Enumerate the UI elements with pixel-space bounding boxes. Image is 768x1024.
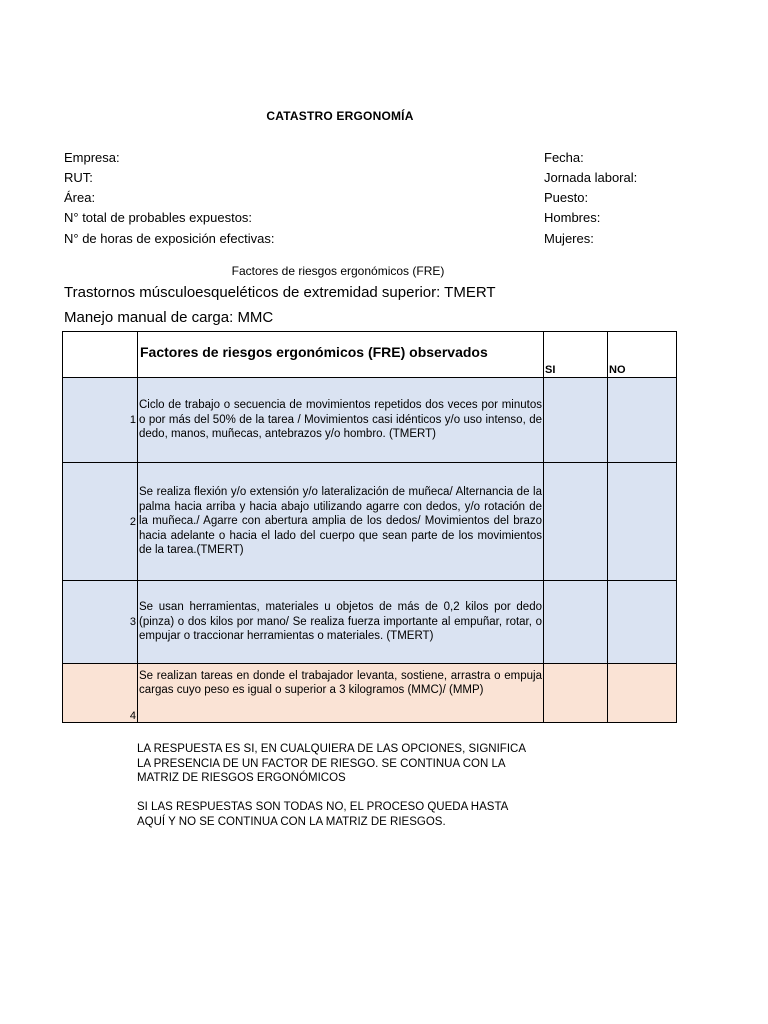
field-mujeres: Mujeres: — [544, 231, 594, 246]
table-row — [63, 581, 677, 664]
row-description: Se realizan tareas en donde el trabajador levanta, sostiene, arrastra o empuja cargas cuyo peso es igual o superior a 3 kilogramos (MMC)/ (MMP) — [138, 664, 544, 723]
subtitle-fre: Factores de riesgos ergonómicos (FRE) — [231, 264, 445, 278]
answer-no-cell[interactable] — [608, 463, 677, 581]
row-description: Ciclo de trabajo o secuencia de movimientos repetidos dos veces por minutos o por más del 50% de la tarea / Movimientos casi idénticos y/o uso intenso, de dedo, manos, muñecas, antebrazos y/o hombro. (TMERT) — [138, 378, 544, 463]
table-row — [63, 378, 677, 463]
header-factor: Factores de riesgos ergonómicos (FRE) observados — [138, 332, 544, 378]
table-header-row — [63, 332, 677, 378]
answer-si-cell[interactable] — [544, 463, 608, 581]
row-description: Se usan herramientas, materiales u objetos de más de 0,2 kilos por dedo (pinza) o dos kilos por mano/ Se realiza fuerza importante al empuñar, rotar, o empujar o traccionar herramientas o materiales. (TMERT) — [138, 581, 544, 664]
note-respuesta-si: LA RESPUESTA ES SI, EN CUALQUIERA DE LAS OPCIONES, SIGNIFICA LA PRESENCIA DE UN FACTOR DE RIESGO. SE CONTINUA CON LA MATRIZ DE RIESGOS ERGONÓMICOS — [137, 743, 526, 784]
field-horas-exposicion: N° de horas de exposición efectivas: — [64, 231, 275, 246]
row-number: 3 — [63, 581, 138, 664]
answer-no-cell[interactable] — [608, 581, 677, 664]
field-area: Área: — [64, 190, 96, 205]
row-number: 4 — [63, 664, 138, 723]
answer-no-cell[interactable] — [608, 664, 677, 723]
table-row — [63, 664, 677, 723]
answer-si-cell[interactable] — [544, 378, 608, 463]
field-empresa: Empresa: — [64, 150, 120, 165]
row-number: 2 — [63, 463, 138, 581]
row-number: 1 — [63, 378, 138, 463]
heading-tmert: Trastornos músculoesqueléticos de extremidad superior: TMERT — [64, 284, 496, 301]
header-empty-cell — [63, 332, 138, 378]
header-si: SI — [544, 332, 608, 378]
field-puesto: Puesto: — [544, 190, 589, 205]
answer-no-cell[interactable] — [608, 378, 677, 463]
field-fecha: Fecha: — [544, 150, 584, 165]
document-title: CATASTRO ERGONOMÍA — [266, 109, 414, 123]
table-row — [63, 463, 677, 581]
header-no: NO — [608, 332, 677, 378]
field-hombres: Hombres: — [544, 210, 601, 225]
answer-si-cell[interactable] — [544, 581, 608, 664]
field-rut: RUT: — [64, 170, 93, 185]
note-respuestas-no: SI LAS RESPUESTAS SON TODAS NO, EL PROCESO QUEDA HASTA AQUÍ Y NO SE CONTINUA CON LA MATRIZ DE RIESGOS. — [137, 801, 508, 828]
field-jornada-laboral: Jornada laboral: — [544, 170, 638, 185]
answer-si-cell[interactable] — [544, 664, 608, 723]
heading-mmc: Manejo manual de carga: MMC — [64, 309, 274, 326]
risk-factors-table — [62, 331, 677, 723]
field-total-expuestos: N° total de probables expuestos: — [64, 210, 253, 225]
row-description: Se realiza flexión y/o extensión y/o lateralización de muñeca/ Alternancia de la palma hacia arriba y hacia abajo utilizando agarre con dedos, y/o rotación de la muñeca./ Agarre con abertura amplia de los dedos/ Movimientos del brazo hacia adelante o hacia el lado del cuerpo que sean parte de los movimientos de la tarea.(TMERT) — [138, 463, 544, 581]
